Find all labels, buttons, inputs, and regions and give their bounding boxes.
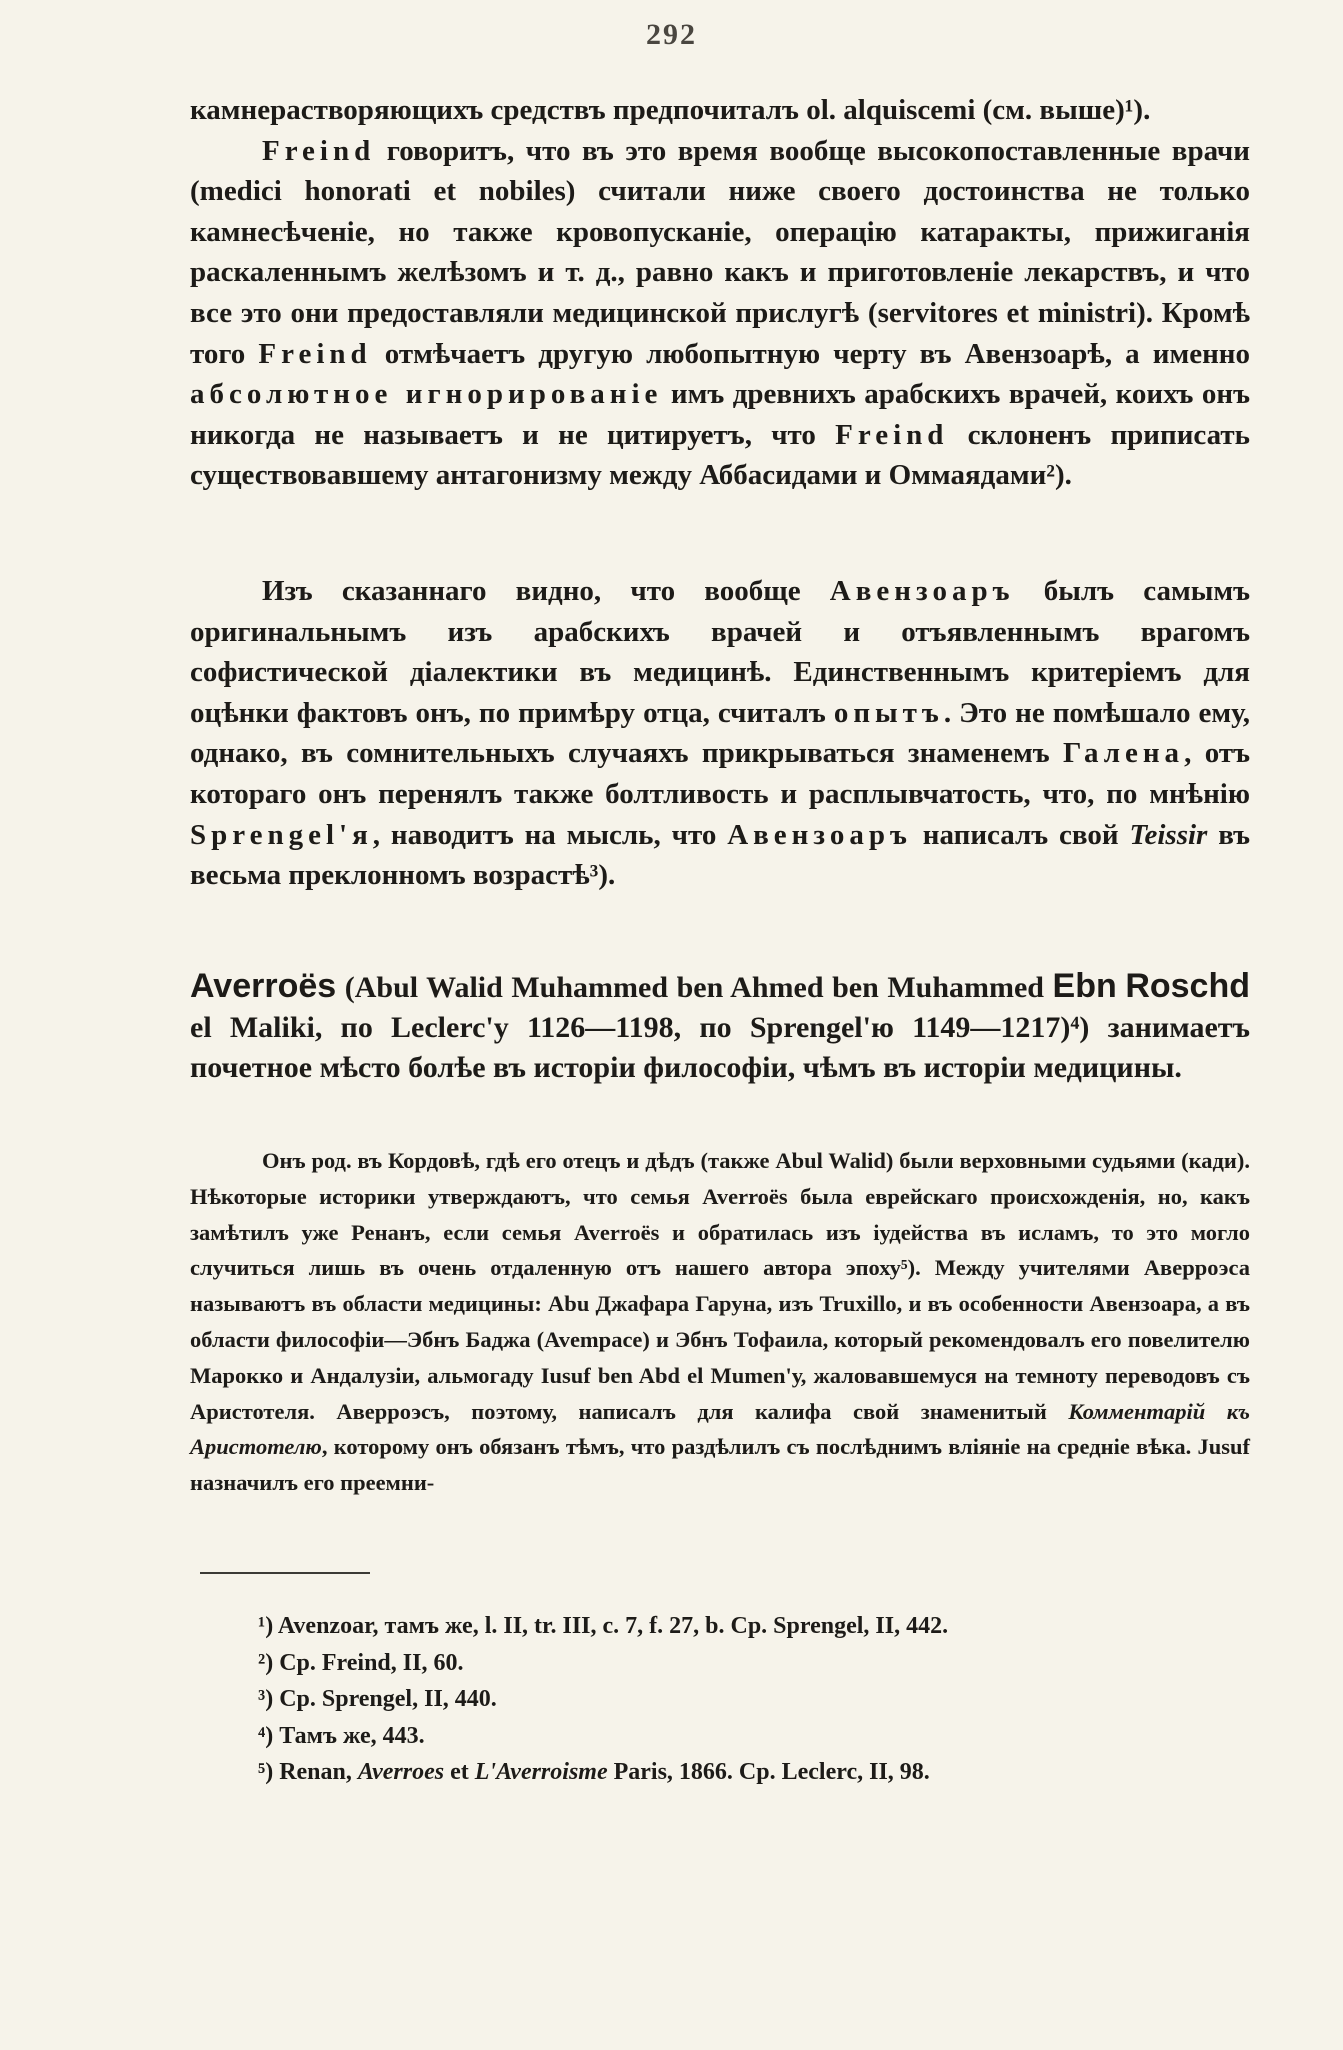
footnote-1 xyxy=(258,1608,1258,1645)
footnote-mark: ¹) xyxy=(258,1613,274,1639)
paragraph-1-first-line: камнерастворяющихъ средствъ предпочиталъ ol. alquiscemi (см. выше)¹). xyxy=(190,94,1151,126)
footnote-text: Avenzoar, тамъ же, l. II, tr. III, c. 7, f. 27, b. Cp. Sprengel, II, 442. xyxy=(277,1613,949,1639)
footnote-divider xyxy=(200,1572,370,1574)
section-name-roschd: Roschd xyxy=(1125,967,1251,1005)
name-avenzoar: Авензоаръ xyxy=(829,575,1015,607)
paragraph-1-text-a: говоритъ, что въ это время вообще высокопоставленные врачи (medici honorati et nobiles) считали ниже своего достоинства не только камнесѣченіе, но также кровопусканіе, операцію катаракты, прижиганія раскаленнымъ желѣзомъ и т. д., равно какъ и приготовленіе лекарствъ, и что все это они предоставляли медицинской прислугѣ (servitores et ministri). Кромѣ того xyxy=(190,134,1250,370)
name-freind: Freind xyxy=(262,134,376,167)
footnote-italic-averroes: Averroes xyxy=(357,1759,445,1785)
averroes-section-heading xyxy=(190,966,1250,1088)
section-title-averroes: Averroës xyxy=(190,967,337,1005)
paragraph-1-emphasis: абсолютное игнорированіе xyxy=(190,378,663,411)
footnote-2 xyxy=(258,1645,1258,1682)
footnote-mark: ²) xyxy=(258,1649,274,1676)
footnote-4 xyxy=(258,1718,1258,1755)
word-opyt: опытъ xyxy=(833,696,944,729)
paragraph-2-text-b: былъ самымъ оригинальнымъ изъ арабскихъ врачей и отъявленнымъ врагомъ софистической діалектики въ медицинѣ. Единственнымъ критеріемъ для оцѣнки фактовъ онъ, по примѣру отца, считалъ xyxy=(190,575,1251,729)
footnote-text: Paris, 1866. Cp. Leclerc, II, 98. xyxy=(613,1759,930,1785)
section-text: el Maliki, по Leclerc'у 1126—1198, по Sprengel'ю 1149—1217)⁴) занимаетъ почетное мѣсто болѣе въ исторіи философіи, чѣмъ въ исторіи медицины. xyxy=(190,1011,1250,1084)
paragraph-2 xyxy=(190,571,1250,896)
name-freind-3: Freind xyxy=(835,418,949,451)
footnote-text: Cp. Freind, II, 60. xyxy=(279,1649,464,1676)
averroes-biography-paragraph xyxy=(190,1143,1250,1501)
name-sprengel: Sprengel'я xyxy=(190,818,373,851)
title-commentary: Комментарій къ Аристотелю xyxy=(190,1398,1250,1460)
footnote-5 xyxy=(258,1754,1258,1791)
paragraph-2-text-a: Изъ сказаннаго видно, что вообще xyxy=(262,575,801,607)
footnote-text: et xyxy=(450,1759,469,1785)
title-teissir: Teissir xyxy=(1129,818,1208,851)
biography-text-end: , которому онъ обязанъ тѣмъ, что раздѣлилъ съ послѣднимъ вліяніе на средніе вѣка. Jusuf назначилъ его преемни- xyxy=(190,1434,1250,1496)
name-freind-2: Freind xyxy=(258,337,372,370)
footnote-3 xyxy=(258,1681,1258,1718)
paragraph-1 xyxy=(190,90,1250,496)
page-number: 292 xyxy=(646,18,697,51)
paragraph-1-text-d: склоненъ приписать существовавшему антагонизму между Аббасидами и Оммаядами²). xyxy=(190,418,1250,492)
name-avenzoar-2: Авензоаръ xyxy=(727,818,912,851)
paragraph-1-text-b: отмѣчаетъ другую любопытную черту въ Авензоарѣ, а именно xyxy=(384,337,1251,370)
footnote-mark: ³) xyxy=(258,1686,274,1712)
paragraph-1-body xyxy=(190,131,1250,496)
footnote-text: Cp. Sprengel, II, 440. xyxy=(279,1686,497,1712)
name-galen: Галена xyxy=(1063,737,1185,770)
paragraph-2-text-c: . Это не помѣшало ему, однако, въ сомнительныхъ случаяхъ прикрываться знаменемъ xyxy=(190,696,1251,770)
footnote-mark: ⁴) xyxy=(258,1722,274,1749)
biography-text: Онъ род. въ Кордовѣ, гдѣ его отецъ и дѣдъ (также Abul Walid) были верховными судьями (кади). Нѣкоторые историки утверждаютъ, что семья Averroës была еврейскаго происхожденія, но, какъ замѣтилъ уже Ренанъ, если семья Averroës и обратилась изъ іудейства въ исламъ, то это могло случиться лишь въ очень отдаленную отъ нашего автора эпоху⁵). Между учителями Аверроэса называютъ въ области медицины: Abu Джафара Гаруна, изъ Truxillo, и въ особенности Авензоара, а въ области философіи—Эбнъ Баджа (Avempace) и Эбнъ Тофаила, который рекомендовалъ его повелителю Марокко и Андалузіи, альмогаду Iusuf ben Abd el Mumen'у, жаловавшемуся на темноту переводовъ съ Аристотеля. Аверроэсъ, поэтому, написалъ для калифа свой знаменитый xyxy=(190,1148,1250,1424)
paragraph-2-text-d: , отъ котораго онъ перенялъ также болтливость и расплывчатость, что, по мнѣнію xyxy=(190,737,1250,810)
paragraph-2-text-e: , наводитъ на мысль, что xyxy=(372,818,717,851)
footnote-text: Тамъ же, 443. xyxy=(279,1722,425,1749)
footnotes xyxy=(258,1608,1258,1791)
paragraph-2-text-f: написалъ свой xyxy=(922,818,1119,851)
paragraph-1-text-c: имъ древнихъ арабскихъ врачей, коихъ онъ никогда не называетъ и не цитируетъ, что xyxy=(190,378,1250,451)
paragraph-2-text-g: въ весьма преклонномъ возрастѣ³). xyxy=(190,818,1251,892)
footnote-mark: ⁵) xyxy=(258,1759,274,1785)
section-name-ebn: Ebn xyxy=(1052,967,1117,1005)
footnote-italic-averroisme: L'Averroisme xyxy=(474,1759,608,1785)
footnote-text: Renan, xyxy=(279,1759,352,1785)
section-name-rest: (Abul Walid Muhammed ben Ahmed ben Muhammed xyxy=(344,971,1044,1004)
